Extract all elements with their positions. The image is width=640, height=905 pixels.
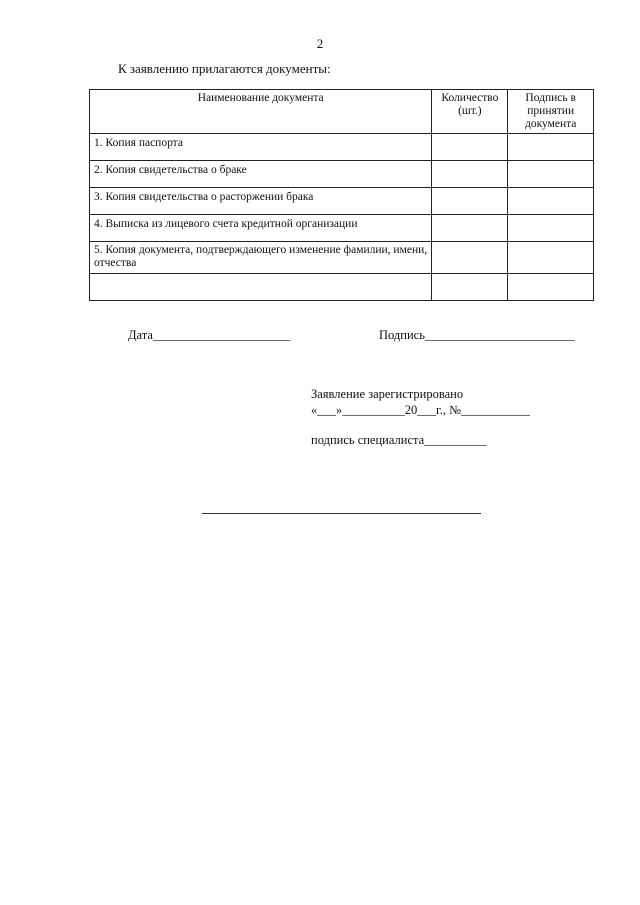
signature-cell [508,274,594,301]
document-name-cell: 4. Выписка из лицевого счета кредитной организации [90,215,432,242]
signature-cell [508,161,594,188]
document-name-cell [90,274,432,301]
table-row-empty [90,274,594,301]
registration-title: Заявление зарегистрировано [311,387,464,401]
table-row [90,188,594,215]
signature-cell [508,242,594,274]
signature-cell [508,188,594,215]
header-signature: Подпись в принятии документа [508,90,594,134]
signature-field: Подпись________________________ [379,328,575,342]
signature-cell [508,134,594,161]
document-name-cell: 5. Копия документа, подтверждающего изменение фамилии, имени, отчества [90,242,432,274]
signature-cell [508,215,594,242]
quantity-cell [432,188,508,215]
table-row [90,242,594,274]
document-name-cell: 1. Копия паспорта [90,134,432,161]
document-name-cell: 3. Копия свидетельства о расторжении брака [90,188,432,215]
specialist-signature: подпись специалиста__________ [311,433,487,447]
quantity-cell [432,274,508,301]
document-name-cell: 2. Копия свидетельства о браке [90,161,432,188]
quantity-cell [432,161,508,188]
quantity-cell [432,215,508,242]
quantity-cell [432,134,508,161]
table-row [90,215,594,242]
documents-table [89,89,594,301]
date-field: Дата______________________ [128,328,291,342]
header-document-name: Наименование документа [90,90,432,134]
attachments-intro: К заявлению прилагаются документы: [118,61,331,76]
table-row [90,161,594,188]
table-header-row [90,90,594,134]
page-number: 2 [316,36,324,51]
header-quantity: Количество (шт.) [432,90,508,134]
quantity-cell [432,242,508,274]
registration-date-number: «___»__________20___г., №___________ [311,403,530,417]
separator-line [202,513,481,514]
table-row [90,134,594,161]
